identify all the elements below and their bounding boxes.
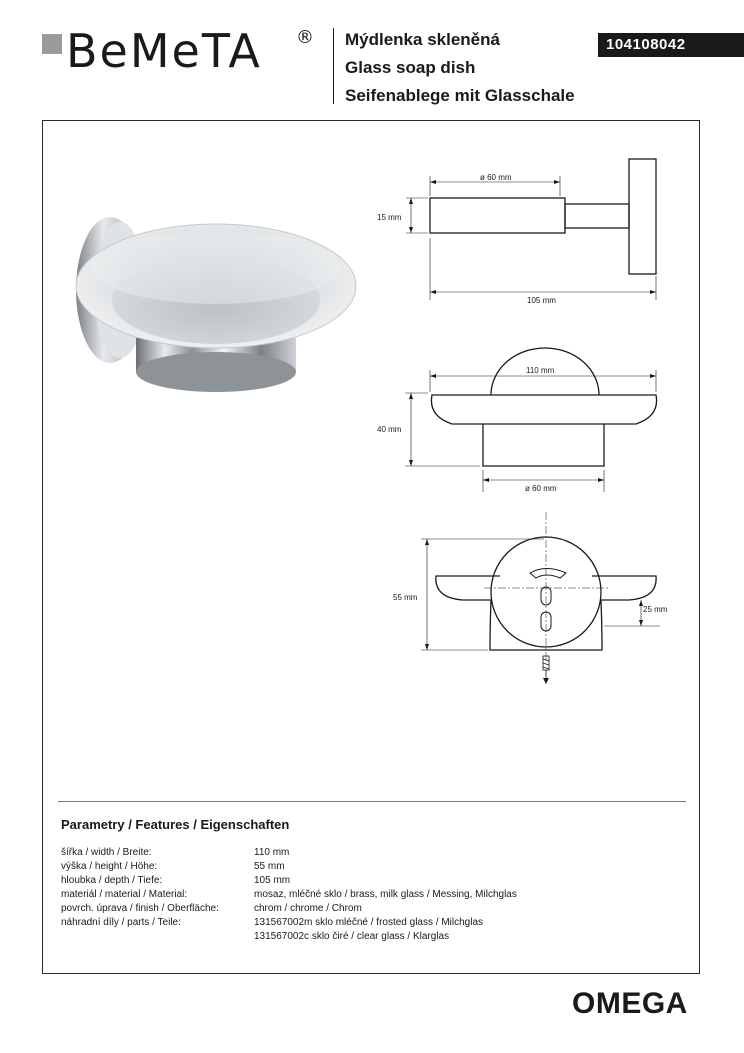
- feature-value: 131567002c sklo čiré / clear glass / Klarglas: [254, 931, 450, 942]
- feature-value: mosaz, mléčné sklo / brass, milk glass / Messing, Milchglas: [254, 889, 517, 900]
- product-code-badge: 104108042: [598, 33, 744, 57]
- feature-value: 110 mm: [254, 847, 290, 858]
- top-view-centerlines: [484, 512, 610, 660]
- feature-label: materiál / material / Material:: [61, 889, 188, 900]
- features-row: [61, 930, 517, 944]
- brand-logo: BeMeTA: [66, 24, 262, 78]
- side-view-depth-label: 105 mm: [527, 296, 556, 305]
- side-view-arrows: [409, 180, 656, 294]
- side-view-diameter-label: ø 60 mm: [480, 173, 512, 182]
- product-title-cs: Mýdlenka skleněná: [345, 30, 500, 49]
- feature-label: šířka / width / Breite:: [61, 847, 152, 858]
- top-view-arrows: [425, 539, 643, 684]
- features-heading: Parametry / Features / Eigenschaften: [61, 817, 290, 832]
- feature-value: 105 mm: [254, 875, 291, 886]
- features-divider: [58, 801, 686, 802]
- top-view-offset-label: 25 mm: [643, 605, 668, 614]
- feature-label: výška / height / Höhe:: [61, 861, 158, 872]
- features-row: [61, 916, 517, 930]
- side-view-dimensions: [406, 176, 656, 300]
- registered-mark: ®: [296, 27, 314, 48]
- features-row: [61, 888, 517, 902]
- feature-value: chrom / chrome / Chrom: [254, 903, 362, 914]
- features-table: [61, 846, 517, 944]
- product-title-en: Glass soap dish: [345, 58, 476, 77]
- features-row: [61, 846, 517, 860]
- feature-label: povrch. úprava / finish / Oberfläche:: [61, 903, 219, 914]
- feature-value: 55 mm: [254, 861, 285, 872]
- series-name: OMEGA: [572, 987, 688, 1020]
- front-view-dimensions: [405, 370, 656, 492]
- front-view-width-label: 110 mm: [526, 366, 555, 375]
- side-view-drawing: [430, 159, 656, 274]
- features-row: [61, 874, 517, 888]
- features-row: [61, 860, 517, 874]
- features-row: [61, 902, 517, 916]
- front-view-diameter-label: ø 60 mm: [525, 484, 557, 493]
- feature-label: náhradní díly / parts / Teile:: [61, 917, 181, 928]
- feature-label: hloubka / depth / Tiefe:: [61, 875, 163, 886]
- product-title-de: Seifenablege mit Glasschale: [345, 86, 575, 105]
- feature-label: [61, 930, 254, 944]
- front-view-height-label: 40 mm: [377, 425, 402, 434]
- side-view-height-label: 15 mm: [377, 213, 402, 222]
- product-photo: [76, 217, 356, 392]
- feature-value: 131567002m sklo mléčné / frosted glass / Milchglas: [254, 917, 484, 928]
- top-view-height-label: 55 mm: [393, 593, 418, 602]
